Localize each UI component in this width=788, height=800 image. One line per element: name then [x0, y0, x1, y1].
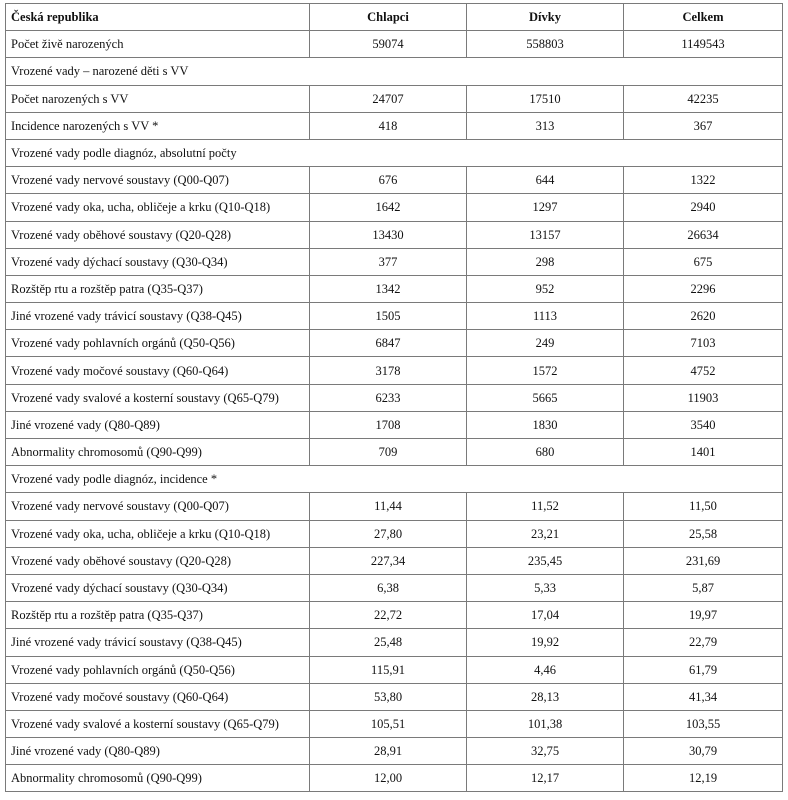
- total-value: 7103: [624, 330, 783, 357]
- total-value: 26634: [624, 221, 783, 248]
- header-girls: Dívky: [467, 4, 624, 31]
- table-row: [6, 194, 783, 221]
- boys-value: 3178: [310, 357, 467, 384]
- total-value: 2620: [624, 303, 783, 330]
- row-label: Vrozené vady pohlavních orgánů (Q50-Q56): [6, 330, 310, 357]
- boys-value: 25,48: [310, 629, 467, 656]
- table-row: [6, 275, 783, 302]
- total-value: 25,58: [624, 520, 783, 547]
- girls-value: 17510: [467, 85, 624, 112]
- boys-value: 1642: [310, 194, 467, 221]
- congenital-defects-table: [5, 3, 783, 792]
- table-row: [6, 330, 783, 357]
- total-value: 2296: [624, 275, 783, 302]
- table-row: [6, 439, 783, 466]
- girls-value: 644: [467, 167, 624, 194]
- girls-value: 101,38: [467, 710, 624, 737]
- boys-value: 59074: [310, 31, 467, 58]
- boys-value: 28,91: [310, 738, 467, 765]
- table-row: [6, 765, 783, 792]
- girls-value: 680: [467, 439, 624, 466]
- table-row: [6, 221, 783, 248]
- table-row: [6, 683, 783, 710]
- girls-value: 1113: [467, 303, 624, 330]
- total-value: 675: [624, 248, 783, 275]
- girls-value: 32,75: [467, 738, 624, 765]
- table-row: [6, 357, 783, 384]
- row-label: Incidence narozených s VV *: [6, 112, 310, 139]
- girls-value: 5,33: [467, 574, 624, 601]
- row-label: Vrozené vady oběhové soustavy (Q20-Q28): [6, 221, 310, 248]
- table-row: [6, 384, 783, 411]
- boys-value: 11,44: [310, 493, 467, 520]
- boys-value: 105,51: [310, 710, 467, 737]
- row-label: Abnormality chromosomů (Q90-Q99): [6, 765, 310, 792]
- total-value: 3540: [624, 411, 783, 438]
- boys-value: 709: [310, 439, 467, 466]
- row-label: Rozštěp rtu a rozštěp patra (Q35-Q37): [6, 275, 310, 302]
- table-row: [6, 602, 783, 629]
- table-row: [6, 167, 783, 194]
- boys-value: 6233: [310, 384, 467, 411]
- table-row: [6, 520, 783, 547]
- girls-value: 235,45: [467, 547, 624, 574]
- row-label: Vrozené vady oka, ucha, obličeje a krku (Q10-Q18): [6, 520, 310, 547]
- girls-value: 1572: [467, 357, 624, 384]
- boys-value: 24707: [310, 85, 467, 112]
- table-row: [6, 547, 783, 574]
- table-row: [6, 629, 783, 656]
- table-row: [6, 738, 783, 765]
- row-label: Vrozené vady dýchací soustavy (Q30-Q34): [6, 248, 310, 275]
- total-value: 30,79: [624, 738, 783, 765]
- total-value: 1149543: [624, 31, 783, 58]
- row-label: Jiné vrozené vady trávicí soustavy (Q38-Q45): [6, 303, 310, 330]
- section-heading: Vrozené vady podle diagnóz, absolutní počty: [6, 139, 783, 166]
- table-row: [6, 710, 783, 737]
- girls-value: 11,52: [467, 493, 624, 520]
- girls-value: 952: [467, 275, 624, 302]
- total-value: 12,19: [624, 765, 783, 792]
- boys-value: 6847: [310, 330, 467, 357]
- row-label: Abnormality chromosomů (Q90-Q99): [6, 439, 310, 466]
- girls-value: 313: [467, 112, 624, 139]
- boys-value: 418: [310, 112, 467, 139]
- total-value: 367: [624, 112, 783, 139]
- section-heading: Vrozené vady podle diagnóz, incidence *: [6, 466, 783, 493]
- girls-value: 249: [467, 330, 624, 357]
- boys-value: 377: [310, 248, 467, 275]
- boys-value: 22,72: [310, 602, 467, 629]
- table-body: [6, 31, 783, 792]
- girls-value: 1297: [467, 194, 624, 221]
- table-row: [6, 85, 783, 112]
- total-value: 2940: [624, 194, 783, 221]
- girls-value: 19,92: [467, 629, 624, 656]
- row-label: Počet živě narozených: [6, 31, 310, 58]
- row-label: Jiné vrozené vady (Q80-Q89): [6, 738, 310, 765]
- girls-value: 23,21: [467, 520, 624, 547]
- total-value: 103,55: [624, 710, 783, 737]
- section-row: [6, 58, 783, 85]
- section-row: [6, 139, 783, 166]
- boys-value: 13430: [310, 221, 467, 248]
- table-row: [6, 112, 783, 139]
- row-label: Vrozené vady svalové a kosterní soustavy (Q65-Q79): [6, 384, 310, 411]
- row-label: Vrozené vady pohlavních orgánů (Q50-Q56): [6, 656, 310, 683]
- header-row: [6, 4, 783, 31]
- table-row: [6, 248, 783, 275]
- table-row: [6, 31, 783, 58]
- total-value: 5,87: [624, 574, 783, 601]
- row-label: Vrozené vady močové soustavy (Q60-Q64): [6, 683, 310, 710]
- table-header: [6, 4, 783, 31]
- boys-value: 115,91: [310, 656, 467, 683]
- girls-value: 28,13: [467, 683, 624, 710]
- girls-value: 12,17: [467, 765, 624, 792]
- table-row: [6, 574, 783, 601]
- table-row: [6, 303, 783, 330]
- section-heading: Vrozené vady – narozené děti s VV: [6, 58, 783, 85]
- boys-value: 227,34: [310, 547, 467, 574]
- total-value: 1322: [624, 167, 783, 194]
- header-region: Česká republika: [6, 4, 310, 31]
- girls-value: 5665: [467, 384, 624, 411]
- girls-value: 17,04: [467, 602, 624, 629]
- row-label: Vrozené vady oka, ucha, obličeje a krku (Q10-Q18): [6, 194, 310, 221]
- row-label: Vrozené vady oběhové soustavy (Q20-Q28): [6, 547, 310, 574]
- total-value: 11903: [624, 384, 783, 411]
- header-boys: Chlapci: [310, 4, 467, 31]
- girls-value: 1830: [467, 411, 624, 438]
- boys-value: 6,38: [310, 574, 467, 601]
- row-label: Vrozené vady nervové soustavy (Q00-Q07): [6, 493, 310, 520]
- row-label: Vrozené vady svalové a kosterní soustavy (Q65-Q79): [6, 710, 310, 737]
- total-value: 4752: [624, 357, 783, 384]
- total-value: 231,69: [624, 547, 783, 574]
- boys-value: 12,00: [310, 765, 467, 792]
- girls-value: 13157: [467, 221, 624, 248]
- boys-value: 1342: [310, 275, 467, 302]
- row-label: Vrozené vady dýchací soustavy (Q30-Q34): [6, 574, 310, 601]
- boys-value: 1505: [310, 303, 467, 330]
- row-label: Počet narozených s VV: [6, 85, 310, 112]
- row-label: Rozštěp rtu a rozštěp patra (Q35-Q37): [6, 602, 310, 629]
- table-row: [6, 656, 783, 683]
- total-value: 1401: [624, 439, 783, 466]
- row-label: Jiné vrozené vady (Q80-Q89): [6, 411, 310, 438]
- row-label: Jiné vrozené vady trávicí soustavy (Q38-Q45): [6, 629, 310, 656]
- girls-value: 298: [467, 248, 624, 275]
- boys-value: 1708: [310, 411, 467, 438]
- boys-value: 27,80: [310, 520, 467, 547]
- section-row: [6, 466, 783, 493]
- total-value: 41,34: [624, 683, 783, 710]
- total-value: 19,97: [624, 602, 783, 629]
- total-value: 61,79: [624, 656, 783, 683]
- row-label: Vrozené vady nervové soustavy (Q00-Q07): [6, 167, 310, 194]
- boys-value: 53,80: [310, 683, 467, 710]
- girls-value: 4,46: [467, 656, 624, 683]
- table-row: [6, 493, 783, 520]
- row-label: Vrozené vady močové soustavy (Q60-Q64): [6, 357, 310, 384]
- total-value: 11,50: [624, 493, 783, 520]
- header-total: Celkem: [624, 4, 783, 31]
- girls-value: 558803: [467, 31, 624, 58]
- total-value: 22,79: [624, 629, 783, 656]
- table-row: [6, 411, 783, 438]
- boys-value: 676: [310, 167, 467, 194]
- total-value: 42235: [624, 85, 783, 112]
